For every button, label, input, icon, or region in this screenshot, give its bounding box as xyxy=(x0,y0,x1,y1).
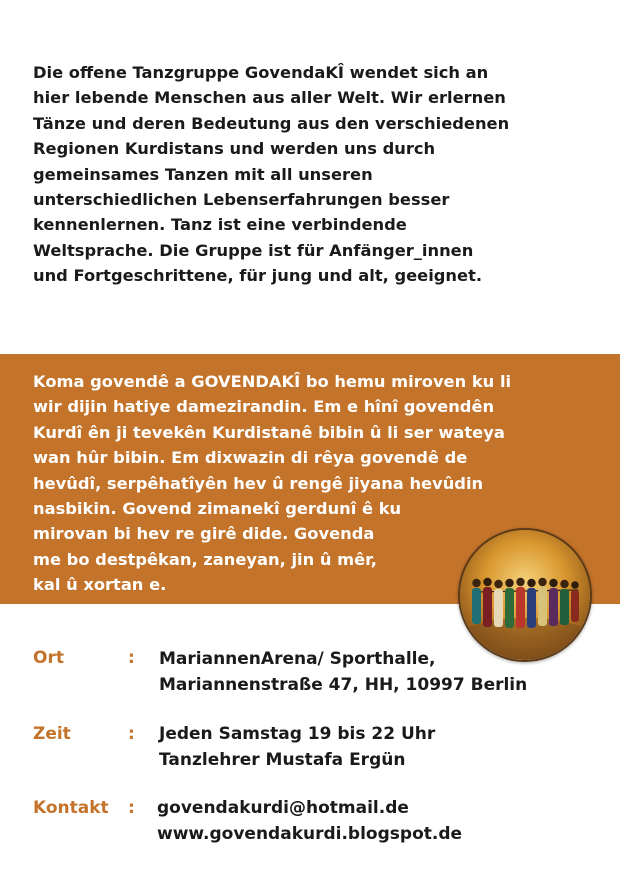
kontakt-label: Kontakt xyxy=(33,798,109,818)
german-line: unterschiedlichen Lebenserfahrungen besser xyxy=(33,190,450,210)
ort-label: Ort xyxy=(33,648,64,668)
german-line: und Fortgeschrittene, für jung und alt, geeignet. xyxy=(33,266,483,286)
zeit-colon: : xyxy=(128,724,135,744)
kurdish-line: me bo destpêkan, zaneyan, jin û mêr, xyxy=(33,549,377,569)
kurdish-line: hevûdî, serpêhatîyên hev û rengê jiyana hevûdin xyxy=(33,473,484,493)
zeit-line: Tanzlehrer Mustafa Ergün xyxy=(159,750,406,770)
kurdish-line: wan hûr bibin. Em dixwazin di rêya govendê de xyxy=(33,448,468,468)
zeit-label: Zeit xyxy=(33,724,71,744)
kurdish-line: nasbikin. Govend zimanekî gerdunî ê ku xyxy=(33,499,402,519)
ort-line: MariannenArena/ Sporthalle, xyxy=(159,649,436,669)
german-line: Regionen Kurdistans und werden uns durch xyxy=(33,139,436,159)
kontakt-colon: : xyxy=(128,798,135,818)
german-line: Die offene Tanzgruppe GovendaKÎ wendet sich an xyxy=(33,63,489,82)
german-line: Weltsprache. Die Gruppe ist für Anfänger_innen xyxy=(33,240,474,260)
dancers-painting-image xyxy=(458,528,592,662)
kurdish-line: wir dijin hatiye damezirandin. Em e hînî govendên xyxy=(33,397,495,417)
german-line: Tänze und deren Bedeutung aus den verschiedenen xyxy=(33,113,510,133)
ort-colon: : xyxy=(128,648,135,668)
kontakt-website-link[interactable]: www.govendakurdi.blogspot.de xyxy=(157,824,463,844)
kurdish-line: kal û xortan e. xyxy=(33,575,167,595)
german-line: gemeinsames Tanzen mit all unseren xyxy=(33,164,373,184)
german-line: hier lebende Menschen aus aller Welt. Wir erlernen xyxy=(33,88,506,108)
german-line: kennenlernen. Tanz ist eine verbindende xyxy=(33,215,407,235)
kontakt-email-link[interactable]: govendakurdi@hotmail.de xyxy=(157,798,409,818)
zeit-line: Jeden Samstag 19 bis 22 Uhr xyxy=(159,724,436,744)
kurdish-line: mirovan bi hev re girê dide. Govenda xyxy=(33,524,375,544)
german-description xyxy=(33,60,593,289)
ort-line: Mariannenstraße 47, HH, 10997 Berlin xyxy=(159,675,528,695)
kurdish-line: Kurdî ên ji tevekên Kurdistanê bibin û li ser wateya xyxy=(33,422,505,442)
kurdish-line: Koma govendê a GOVENDAKÎ bo hemu miroven ku li xyxy=(33,372,512,391)
